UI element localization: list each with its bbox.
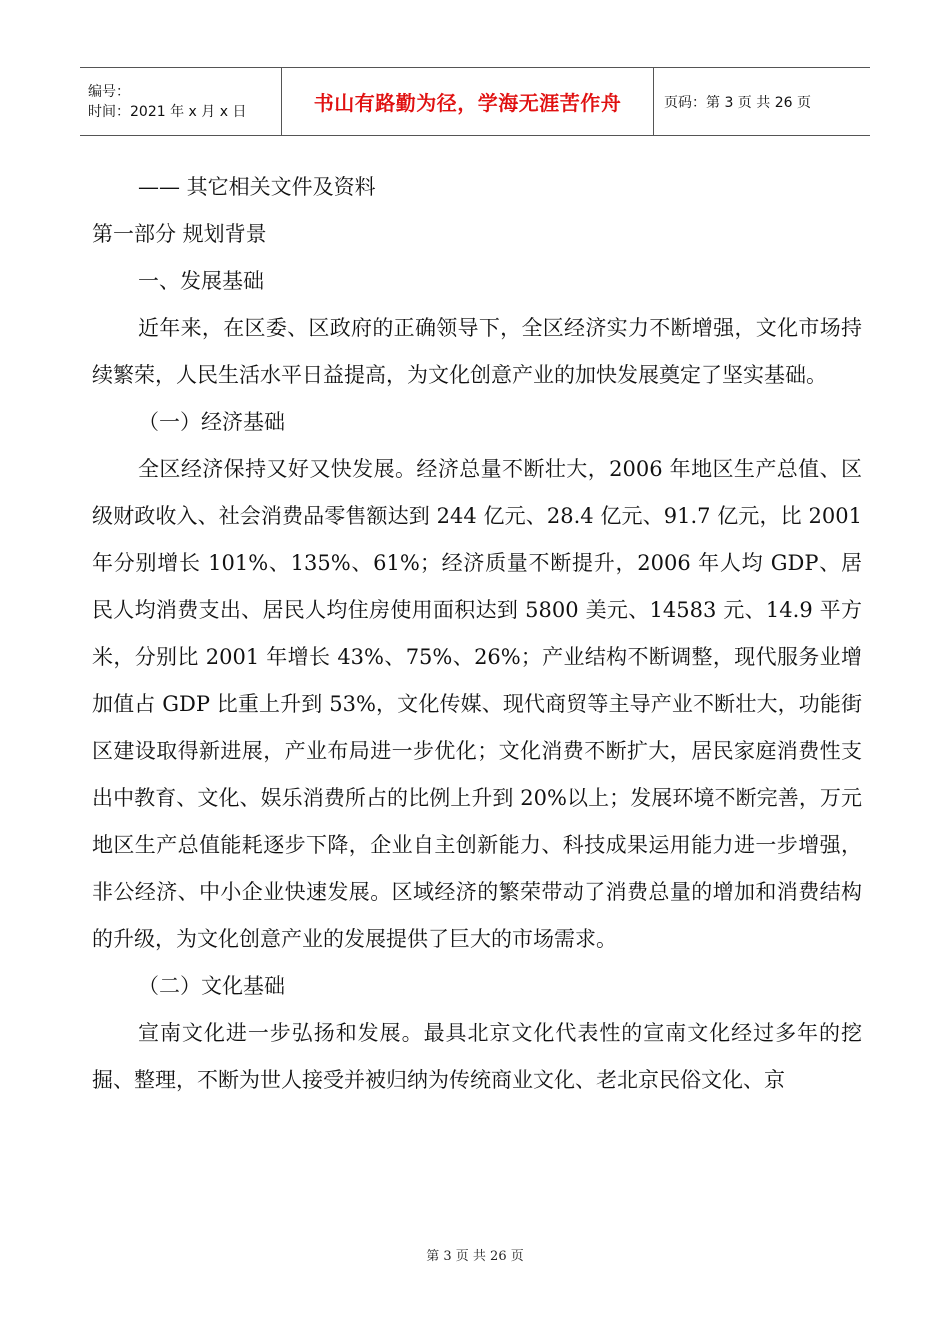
part-title: 第一部分 规划背景 [92,222,267,246]
document-body [92,164,862,1104]
paragraph: 宣南文化进一步弘扬和发展。最具北京文化代表性的宣南文化经过多年的挖掘、整理，不断为世人接受并被归纳为传统商业文化、老北京民俗文化、京 [92,1021,862,1092]
paragraph: 全区经济保持又好又快发展。经济总量不断壮大，2006 年地区生产总值、区级财政收入、社会消费品零售额达到 244 亿元、28.4 亿元、91.7 亿元，比 2001 年分别增长 101%、135%、61%；经济质量不断提升，2006 年人均 GDP、居民人均消费支出、居民人均住房使用面积达到 5800 美元、14583 元、14.9 平方米，分别比 2001 年增长 43%、75%、26%；产业结构不断调整，现代服务业增加值占 GDP 比重上升到 53%，文化传媒、现代商贸等主导产业不断壮大，功能街区建设取得新进展，产业布局进一步优化；文化消费不断扩大，居民家庭消费性支出中教育、文化、娱乐消费所占的比例上升到 20%以上；发展环境不断完善，万元地区生产总值能耗逐步下降，企业自主创新能力、科技成果运用能力进一步增强，非公经济、中小企业快速发展。区域经济的繁荣带动了消费总量的增加和消费结构的升级，为文化创意产业的发展提供了巨大的市场需求。 [92,457,862,951]
page-footer: 第 3 页 共 26 页 [426,1249,524,1264]
header-page-info: 页码：第 3 页 共 26 页 [664,94,811,111]
related-files-line: —— 其它相关文件及资料 [138,175,376,199]
paragraph: 近年来，在区委、区政府的正确领导下，全区经济实力不断增强，文化市场持续繁荣，人民生活水平日益提高，为文化创意产业的加快发展奠定了坚实基础。 [92,316,862,387]
serial-number-label: 编号： [88,83,130,100]
date-label: 时间：2021 年 x 月 x 日 [88,103,247,120]
subsection-heading: （一）经济基础 [138,410,285,434]
subsection-heading: （二）文化基础 [138,974,285,998]
header-meta [80,68,281,135]
page-header [80,67,870,136]
section-heading: 一、发展基础 [138,269,264,293]
header-motto: 书山有路勤为径，学海无涯苦作舟 [281,68,654,135]
